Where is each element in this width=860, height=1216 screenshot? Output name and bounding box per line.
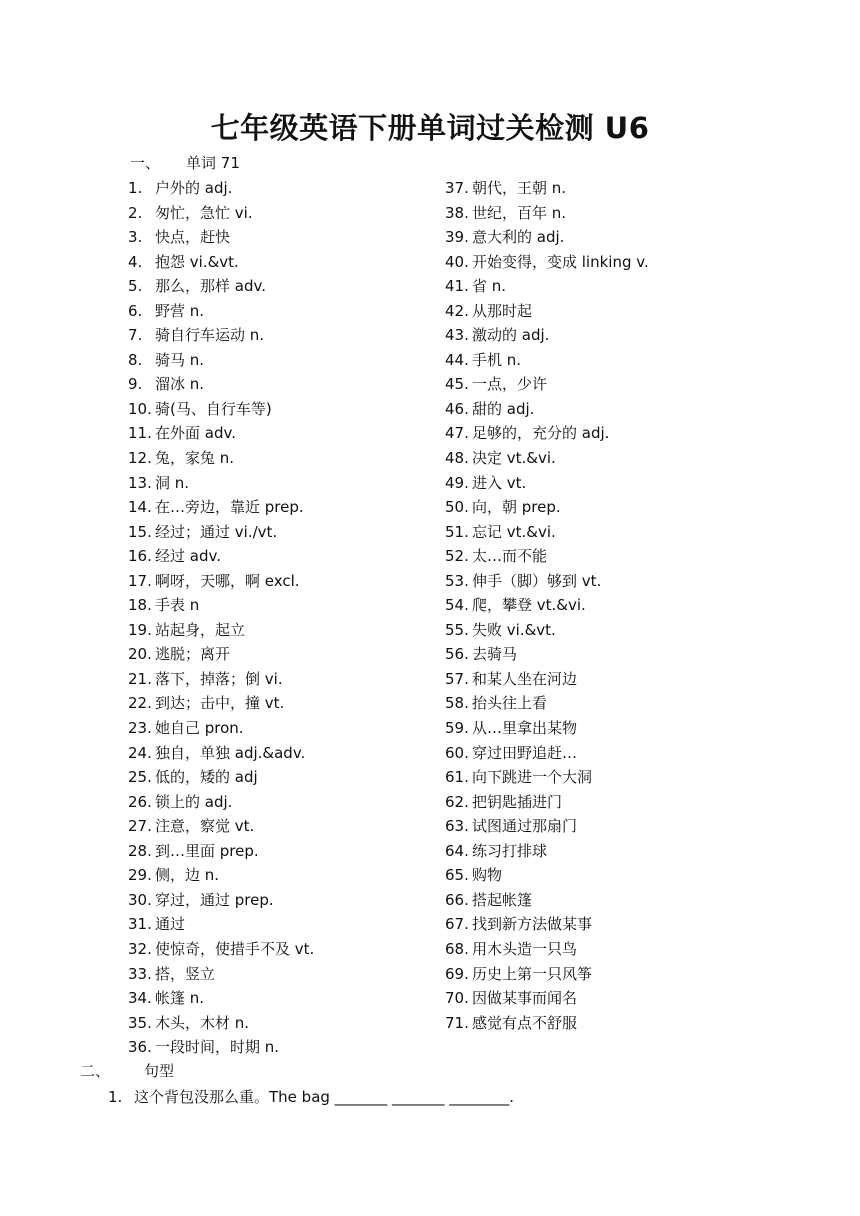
word-item [445, 790, 649, 815]
word-number: 22. [128, 694, 152, 713]
word-prompt: 她自己 pron. [155, 719, 244, 738]
word-item [128, 323, 314, 348]
word-number: 33. [128, 964, 152, 983]
word-prompt: 啊呀，天哪，啊 excl. [155, 571, 300, 590]
word-item [445, 937, 649, 962]
word-prompt: 爬，攀登 vt.&vi. [472, 596, 586, 615]
word-number: 25. [128, 768, 152, 787]
section-2-marker: 二、 [80, 1062, 111, 1080]
word-number: 15. [128, 522, 152, 541]
word-number: 42. [445, 301, 469, 320]
word-prompt: 骑马 n. [155, 350, 205, 369]
word-number: 50. [445, 498, 469, 517]
word-item [445, 397, 649, 422]
word-number: 14. [128, 498, 152, 517]
word-number: 55. [445, 620, 469, 639]
word-item [445, 323, 649, 348]
word-item [445, 520, 649, 545]
word-number: 49. [445, 473, 469, 492]
word-prompt: 经过；通过 vi./vt. [155, 522, 278, 541]
word-item [128, 421, 314, 446]
word-list-right-column [445, 176, 649, 1035]
word-prompt: 足够的，充分的 adj. [472, 424, 610, 443]
word-number: 60. [445, 743, 469, 762]
word-prompt: 骑自行车运动 n. [155, 326, 265, 345]
word-prompt: 经过 adv. [155, 547, 221, 566]
word-prompt: 决定 vt.&vi. [472, 449, 556, 468]
word-number: 18. [128, 596, 152, 615]
word-number: 2. [128, 203, 143, 222]
word-number: 65. [445, 866, 469, 885]
word-item [128, 888, 314, 913]
word-prompt: 木头，木材 n. [155, 1013, 250, 1032]
word-item [445, 201, 649, 226]
word-number: 63. [445, 817, 469, 836]
word-item [445, 691, 649, 716]
word-number: 68. [445, 939, 469, 958]
word-number: 44. [445, 350, 469, 369]
word-number: 27. [128, 817, 152, 836]
word-prompt: 侧，边 n. [155, 866, 220, 885]
word-item [445, 250, 649, 275]
word-item [128, 520, 314, 545]
word-number: 29. [128, 866, 152, 885]
word-prompt: 一点，少许 [472, 375, 548, 394]
word-number: 53. [445, 571, 469, 590]
word-prompt: 练习打排球 [472, 841, 548, 860]
word-prompt: 到达；击中，撞 vt. [155, 694, 285, 713]
word-prompt: 进入 vt. [472, 473, 527, 492]
word-prompt: 独自，单独 adj.&adv. [155, 743, 306, 762]
word-number: 64. [445, 841, 469, 860]
word-item [445, 495, 649, 520]
word-item [445, 618, 649, 643]
word-prompt: 通过 [155, 915, 186, 934]
word-number: 58. [445, 694, 469, 713]
word-number: 71. [445, 1013, 469, 1032]
word-prompt: 去骑马 [472, 645, 518, 664]
word-prompt: 穿过，通过 prep. [155, 890, 274, 909]
word-prompt: 那么，那样 adv. [155, 277, 266, 296]
word-number: 36. [128, 1038, 152, 1057]
word-prompt: 太…而不能 [472, 547, 548, 566]
word-prompt: 试图通过那扇门 [472, 817, 578, 836]
word-item [128, 814, 314, 839]
word-number: 48. [445, 449, 469, 468]
word-number: 46. [445, 399, 469, 418]
word-prompt: 抬头往上看 [472, 694, 548, 713]
word-number: 19. [128, 620, 152, 639]
word-prompt: 锁上的 adj. [155, 792, 233, 811]
word-prompt: 野营 n. [155, 301, 205, 320]
word-item [128, 765, 314, 790]
word-prompt: 匆忙，急忙 vi. [155, 203, 253, 222]
word-number: 67. [445, 915, 469, 934]
word-prompt: 穿过田野追赶… [472, 743, 578, 762]
word-item [445, 839, 649, 864]
word-list-left-column [128, 176, 314, 1060]
word-number: 43. [445, 326, 469, 345]
word-prompt: 用木头造一只鸟 [472, 939, 578, 958]
word-number: 34. [128, 989, 152, 1008]
word-prompt: 一段时间，时期 n. [155, 1038, 280, 1057]
word-number: 61. [445, 768, 469, 787]
word-item [128, 544, 314, 569]
word-prompt: 开始变得，变成 linking v. [472, 252, 649, 271]
word-number: 6. [128, 301, 143, 320]
word-prompt: 意大利的 adj. [472, 228, 565, 247]
word-prompt: 失败 vi.&vt. [472, 620, 556, 639]
word-item [445, 176, 649, 201]
section-1-label: 单词 71 [186, 154, 240, 172]
word-prompt: 低的，矮的 adj [155, 768, 258, 787]
word-number: 40. [445, 252, 469, 271]
word-item [128, 986, 314, 1011]
word-number: 41. [445, 277, 469, 296]
word-item [128, 471, 314, 496]
word-prompt: 省 n. [472, 277, 507, 296]
word-item [128, 667, 314, 692]
word-item [128, 299, 314, 324]
word-number: 69. [445, 964, 469, 983]
word-number: 47. [445, 424, 469, 443]
word-item [445, 962, 649, 987]
word-prompt: 在外面 adv. [155, 424, 236, 443]
word-prompt: 户外的 adj. [155, 179, 233, 197]
word-item [445, 814, 649, 839]
word-number: 8. [128, 350, 143, 369]
word-prompt: 和某人坐在河边 [472, 669, 578, 688]
word-item [445, 667, 649, 692]
word-item [128, 201, 314, 226]
word-item [128, 912, 314, 937]
word-prompt: 洞 n. [155, 473, 190, 492]
word-item [445, 716, 649, 741]
word-item [445, 446, 649, 471]
word-number: 51. [445, 522, 469, 541]
word-prompt: 逃脱；离开 [155, 645, 231, 664]
word-prompt: 搭起帐篷 [472, 890, 533, 909]
word-item [128, 691, 314, 716]
word-number: 28. [128, 841, 152, 860]
word-item [128, 618, 314, 643]
word-item [128, 348, 314, 373]
word-number: 1. [128, 179, 143, 197]
word-prompt: 抱怨 vi.&vt. [155, 252, 239, 271]
word-item [128, 446, 314, 471]
word-number: 52. [445, 547, 469, 566]
word-number: 32. [128, 939, 152, 958]
word-number: 39. [445, 228, 469, 247]
word-prompt: 向下跳进一个大洞 [472, 768, 593, 787]
word-number: 62. [445, 792, 469, 811]
word-prompt: 在…旁边，靠近 prep. [155, 498, 304, 517]
word-number: 38. [445, 203, 469, 222]
word-item [128, 790, 314, 815]
word-number: 3. [128, 228, 143, 247]
word-number: 10. [128, 399, 152, 418]
word-item [128, 839, 314, 864]
word-number: 23. [128, 719, 152, 738]
word-item [128, 495, 314, 520]
word-prompt: 手表 n [155, 596, 200, 615]
word-prompt: 伸手（脚）够到 vt. [472, 571, 602, 590]
word-prompt: 从那时起 [472, 301, 533, 320]
word-item [128, 250, 314, 275]
word-item [445, 765, 649, 790]
word-prompt: 落下，掉落；倒 vi. [155, 669, 283, 688]
word-number: 16. [128, 547, 152, 566]
word-item [128, 863, 314, 888]
word-prompt: 世纪，百年 n. [472, 203, 567, 222]
word-number: 66. [445, 890, 469, 909]
word-number: 30. [128, 890, 152, 909]
word-item [128, 176, 314, 201]
word-item [445, 274, 649, 299]
word-number: 45. [445, 375, 469, 394]
word-prompt: 甜的 adj. [472, 399, 535, 418]
section-2-heading [80, 1060, 174, 1081]
word-item [128, 372, 314, 397]
word-item [128, 962, 314, 987]
word-item [445, 348, 649, 373]
word-prompt: 把钥匙插进门 [472, 792, 563, 811]
word-number: 21. [128, 669, 152, 688]
word-number: 4. [128, 252, 143, 271]
word-item [445, 544, 649, 569]
sentence-question-1 [108, 1086, 514, 1107]
word-prompt: 忘记 vt.&vi. [472, 522, 556, 541]
word-prompt: 帐篷 n. [155, 989, 205, 1008]
word-item [445, 593, 649, 618]
word-prompt: 站起身，起立 [155, 620, 246, 639]
word-prompt: 手机 n. [472, 350, 522, 369]
word-item [128, 569, 314, 594]
word-prompt: 骑(马、自行车等) [155, 399, 272, 418]
word-prompt: 历史上第一只风筝 [472, 964, 593, 983]
word-number: 13. [128, 473, 152, 492]
word-prompt: 使惊奇，使措手不及 vt. [155, 939, 315, 958]
word-prompt: 快点，赶快 [155, 228, 231, 247]
word-prompt: 兔，家兔 n. [155, 449, 235, 468]
section-2-label: 句型 [144, 1062, 175, 1080]
word-item [128, 1011, 314, 1036]
word-number: 54. [445, 596, 469, 615]
word-prompt: 因做某事而闻名 [472, 989, 578, 1008]
word-number: 20. [128, 645, 152, 664]
word-number: 26. [128, 792, 152, 811]
word-item [128, 642, 314, 667]
word-item [445, 471, 649, 496]
question-text: 这个背包没那么重。The bag _______ _______ ________. [134, 1088, 514, 1106]
word-item [128, 716, 314, 741]
word-prompt: 从…里拿出某物 [472, 719, 578, 738]
word-prompt: 到…里面 prep. [155, 841, 259, 860]
word-number: 59. [445, 719, 469, 738]
section-1-marker: 一、 [130, 154, 161, 172]
word-item [445, 741, 649, 766]
word-number: 35. [128, 1013, 152, 1032]
word-item [128, 937, 314, 962]
word-number: 17. [128, 571, 152, 590]
word-item [128, 397, 314, 422]
word-number: 70. [445, 989, 469, 1008]
word-prompt: 感觉有点不舒服 [472, 1013, 578, 1032]
word-item [128, 741, 314, 766]
word-number: 12. [128, 449, 152, 468]
word-item [445, 569, 649, 594]
word-item [445, 225, 649, 250]
word-number: 9. [128, 375, 143, 394]
word-prompt: 注意，察觉 vt. [155, 817, 255, 836]
word-item [445, 642, 649, 667]
question-number: 1. [108, 1088, 123, 1106]
word-item [445, 299, 649, 324]
word-prompt: 搭，竖立 [155, 964, 216, 983]
word-number: 5. [128, 277, 143, 296]
word-prompt: 找到新方法做某事 [472, 915, 593, 934]
word-prompt: 购物 [472, 866, 503, 885]
word-number: 37. [445, 179, 469, 197]
word-item [128, 274, 314, 299]
word-number: 24. [128, 743, 152, 762]
word-prompt: 溜冰 n. [155, 375, 205, 394]
word-item [445, 372, 649, 397]
section-1-heading [130, 152, 240, 173]
word-prompt: 向，朝 prep. [472, 498, 561, 517]
word-item [128, 225, 314, 250]
word-item [445, 986, 649, 1011]
page-title: 七年级英语下册单词过关检测 U6 [210, 111, 650, 145]
word-number: 11. [128, 424, 152, 443]
word-item [445, 863, 649, 888]
word-number: 57. [445, 669, 469, 688]
word-item [445, 1011, 649, 1036]
word-item [128, 1035, 314, 1060]
word-item [128, 593, 314, 618]
word-number: 31. [128, 915, 152, 934]
word-number: 7. [128, 326, 143, 345]
word-item [445, 421, 649, 446]
word-number: 56. [445, 645, 469, 664]
word-item [445, 888, 649, 913]
word-prompt: 激动的 adj. [472, 326, 550, 345]
word-item [445, 912, 649, 937]
word-prompt: 朝代，王朝 n. [472, 179, 567, 197]
